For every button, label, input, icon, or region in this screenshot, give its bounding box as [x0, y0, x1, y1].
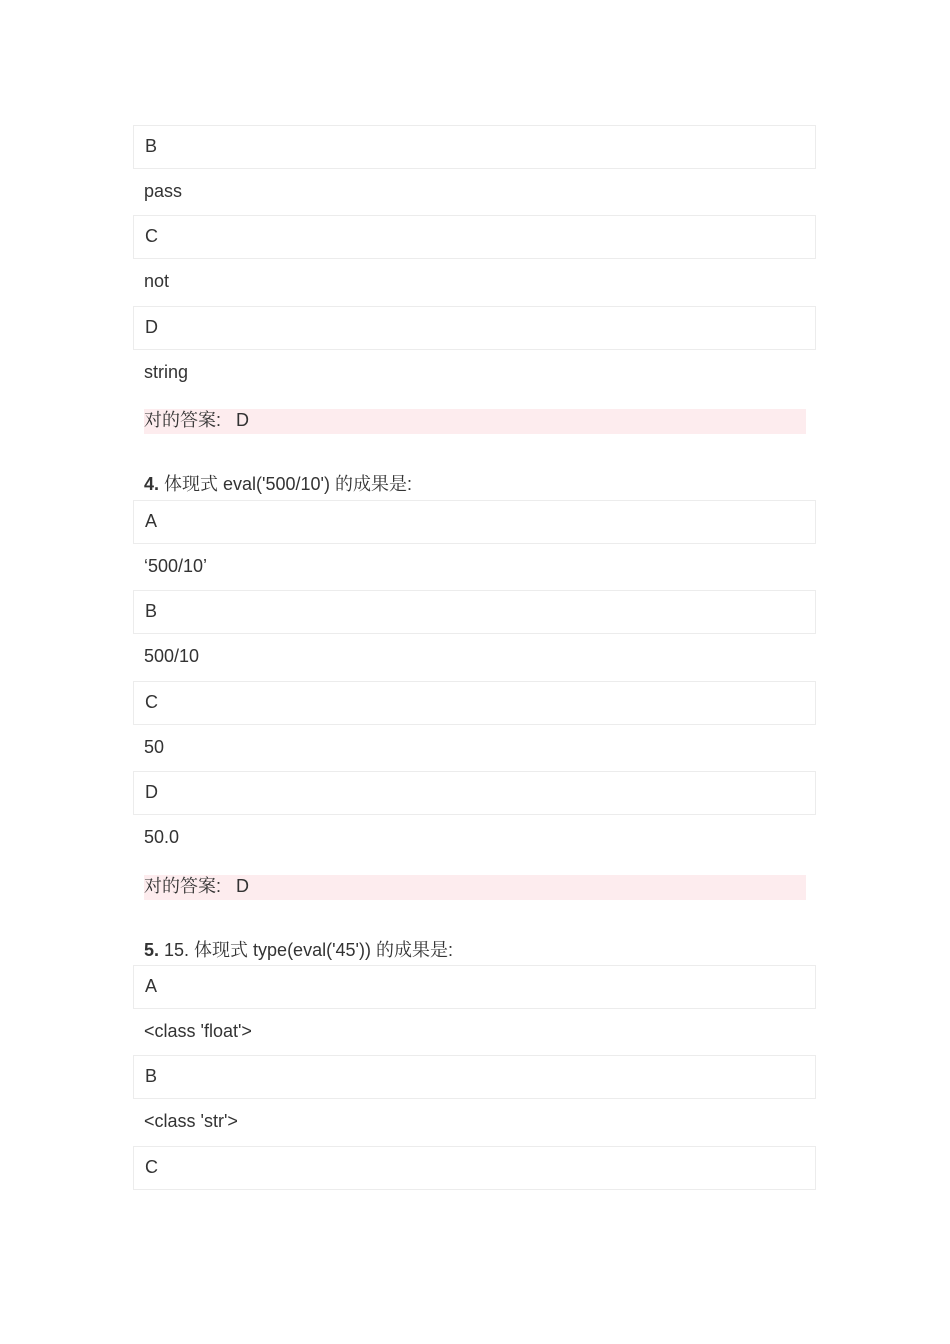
question-text: 体现式 eval('500/10') 的成果是:	[159, 474, 412, 494]
option-a-text: ‘500/10’	[144, 556, 208, 576]
option-b-cell	[133, 125, 816, 169]
option-letter: B	[145, 1066, 158, 1086]
option-d-cell	[133, 771, 816, 815]
option-letter: C	[145, 692, 158, 712]
option-letter: D	[145, 782, 158, 802]
option-letter: B	[145, 601, 158, 621]
answer-label: 对的答案:	[144, 410, 222, 430]
option-c-cell	[133, 215, 816, 259]
option-a-cell	[133, 500, 816, 544]
correct-answer-box	[144, 409, 806, 434]
option-c-text: 50	[144, 737, 165, 757]
option-c-cell	[133, 681, 816, 725]
option-letter: D	[145, 317, 158, 337]
option-letter: C	[145, 1157, 158, 1177]
option-a-text: <class 'float'>	[144, 1021, 252, 1041]
option-letter: A	[145, 976, 158, 996]
correct-answer-box	[144, 875, 806, 900]
answer-value: D	[236, 410, 250, 430]
question-text: 15. 体现式 type(eval('45')) 的成果是:	[159, 940, 453, 960]
option-b-text: 500/10	[144, 646, 200, 666]
option-b-text: <class 'str'>	[144, 1111, 238, 1131]
option-a-cell	[133, 965, 816, 1009]
question-4	[144, 473, 412, 495]
option-d-text: 50.0	[144, 827, 180, 847]
option-c-cell	[133, 1146, 816, 1190]
option-letter: C	[145, 226, 158, 246]
option-letter: A	[145, 511, 158, 531]
question-number: 5.	[144, 940, 160, 960]
option-c-text: not	[144, 271, 170, 291]
answer-label: 对的答案:	[144, 876, 222, 896]
option-letter: B	[145, 136, 158, 156]
option-b-cell	[133, 1055, 816, 1099]
question-5	[144, 939, 453, 961]
question-number: 4.	[144, 474, 160, 494]
option-d-cell	[133, 306, 816, 350]
option-b-text: pass	[144, 181, 183, 201]
answer-value: D	[236, 876, 250, 896]
option-d-text: string	[144, 362, 189, 382]
option-b-cell	[133, 590, 816, 634]
